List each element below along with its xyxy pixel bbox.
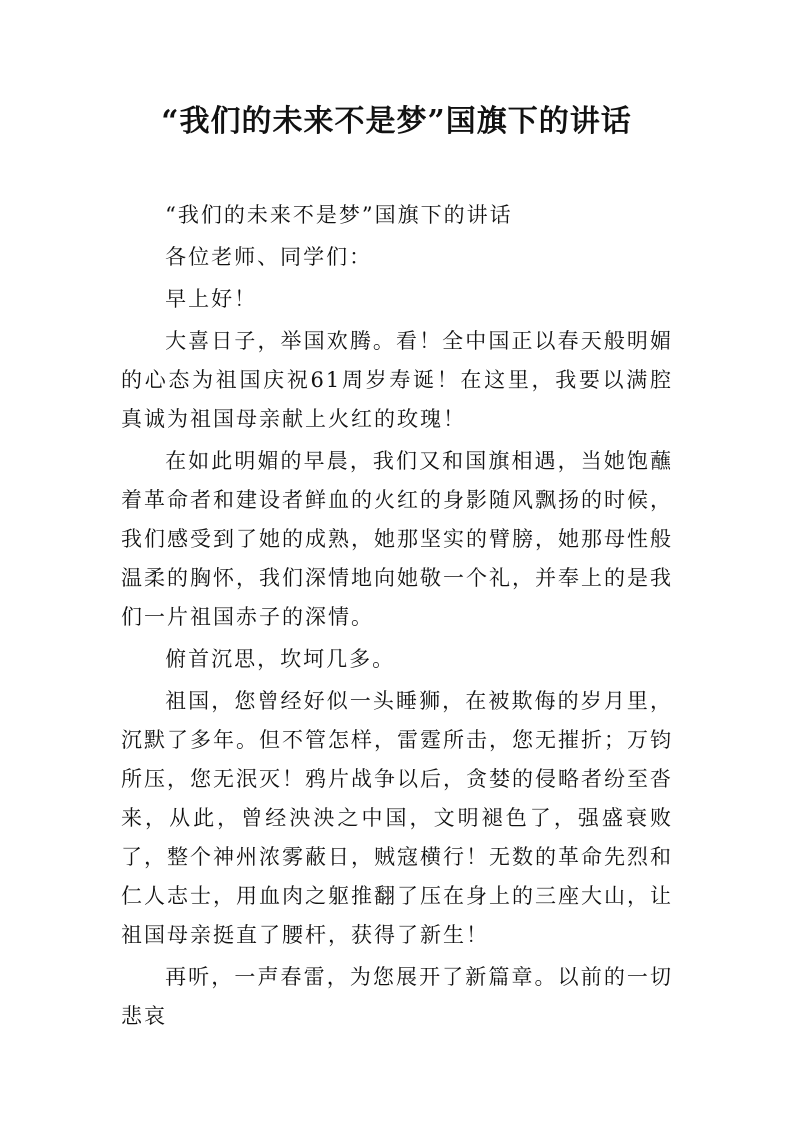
paragraph: 再听，一声春雷，为您展开了新篇章。以前的一切悲哀 [121,965,673,1028]
paragraph: 在如此明媚的早晨，我们又和国旗相遇，当她饱蘸着革命者和建设者鲜血的火红的身影随风飘扬的时候，我们感受到了她的成熟，她那坚实的臂膀，她那母性般温柔的胸怀，我们深情地向她敬一个礼，并奉上的是我们一片祖国赤子的深情。 [121,449,673,629]
paragraph-subtitle: “我们的未来不是梦”国旗下的讲话 [165,203,513,227]
document-title: “我们的未来不是梦”国旗下的讲话 [161,104,632,139]
document-body [121,196,673,1039]
paragraph-good-morning: 早上好！ [165,287,258,311]
paragraph: 祖国，您曾经好似一头睡狮，在被欺侮的岁月里，沉默了多年。但不管怎样，雷霆所击，您无摧折；万钧所压，您无泯灭！鸦片战争以后，贪婪的侵略者纷至沓来，从此，曾经泱泱之中国，文明褪色了，强盛衰败了，整个神州浓雾蔽日，贼寇横行！无数的革命先烈和仁人志士，用血肉之躯推翻了压在身上的三座大山，让祖国母亲挺直了腰杆，获得了新生！ [121,689,673,947]
paragraph: 大喜日子，举国欢腾。看！全中国正以春天般明媚的心态为祖国庆祝61周岁寿诞！在这里，我要以满腔真诚为祖国母亲献上火红的玫瑰！ [121,329,673,431]
paragraph-greeting: 各位老师、同学们： [165,245,373,269]
paragraph: 俯首沉思，坎坷几多。 [165,647,396,671]
